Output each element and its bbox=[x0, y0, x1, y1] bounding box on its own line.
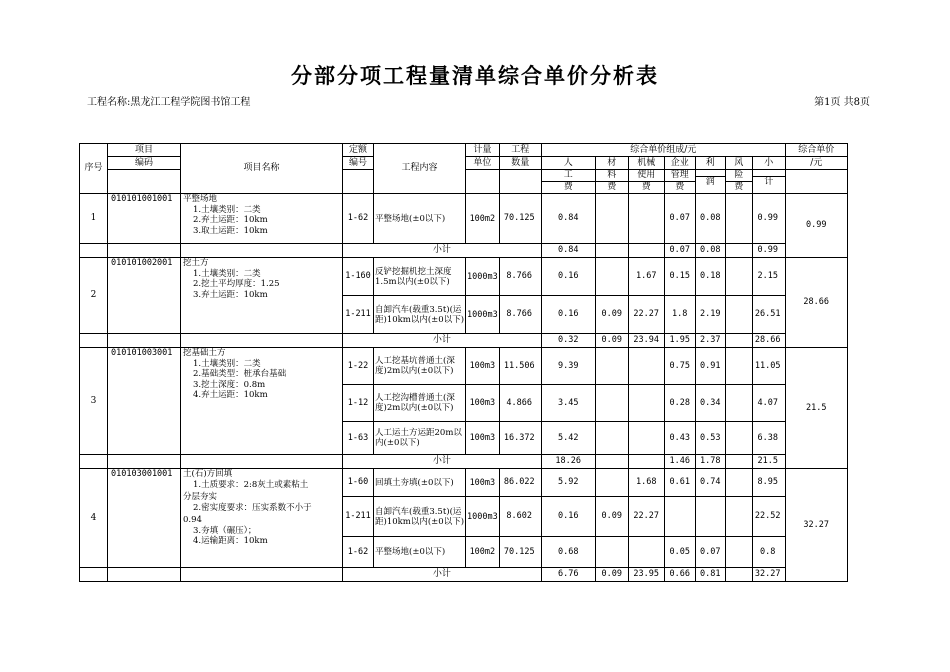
sum-labor: 6.76 bbox=[541, 568, 595, 582]
unit: 100m3 bbox=[466, 469, 500, 497]
quantity: 4.866 bbox=[499, 385, 541, 422]
header-profit-1 bbox=[695, 157, 725, 170]
unit: 100m3 bbox=[466, 385, 500, 422]
cost-mgmt: 0.15 bbox=[664, 258, 695, 296]
quantity: 11.506 bbox=[499, 348, 541, 385]
cost-material bbox=[595, 385, 628, 422]
item-desc-line: 0.94 bbox=[183, 515, 202, 525]
header-profit-bot: 润 bbox=[705, 176, 715, 187]
quota-code: 1-160 bbox=[343, 258, 374, 296]
item-description bbox=[181, 258, 343, 334]
subtotal-row bbox=[80, 568, 848, 582]
cost-machine: 22.27 bbox=[628, 296, 664, 334]
cost-material bbox=[595, 422, 628, 455]
cost-material: 0.09 bbox=[595, 296, 628, 334]
cost-risk bbox=[725, 194, 752, 244]
header-mgmt-1-top: 企业 bbox=[670, 157, 689, 168]
cost-labor: 5.92 bbox=[541, 469, 595, 497]
cost-labor: 5.42 bbox=[541, 422, 595, 455]
header-mgmt-bot: 费 bbox=[675, 182, 685, 192]
cost-labor: 0.84 bbox=[541, 194, 595, 244]
cost-mgmt bbox=[664, 497, 695, 537]
subtotal-label: 小计 bbox=[343, 244, 542, 258]
header-mgmt-1 bbox=[664, 157, 695, 170]
work-content: 人工挖沟槽普通土(深度)2m以内(±0以下) bbox=[374, 385, 466, 422]
quantity: 8.766 bbox=[499, 258, 541, 296]
header-labor-3 bbox=[541, 170, 595, 194]
header-work: 工程内容 bbox=[374, 144, 466, 194]
unit-price: 21.5 bbox=[785, 348, 847, 469]
header-price-2: /元 bbox=[785, 157, 847, 170]
item-desc-line: 4.弃土运距：10km bbox=[193, 390, 268, 400]
cost-subtotal: 0.8 bbox=[752, 537, 785, 568]
item-desc-line: 1.土质要求：2:8灰土或素粘土 bbox=[193, 479, 309, 490]
cost-profit: 0.91 bbox=[695, 348, 725, 385]
quantity: 16.372 bbox=[499, 422, 541, 455]
item-desc-line: 分层夯实 bbox=[183, 492, 218, 502]
cost-machine bbox=[628, 385, 664, 422]
item-description bbox=[181, 194, 343, 244]
row-seq: 1 bbox=[80, 194, 108, 244]
work-content: 人工运土方运距20m以内(±0以下) bbox=[374, 422, 466, 455]
cost-subtotal: 2.15 bbox=[752, 258, 785, 296]
sum-risk bbox=[725, 334, 752, 348]
quantity: 8.766 bbox=[499, 296, 541, 334]
cost-subtotal: 26.51 bbox=[752, 296, 785, 334]
header-subtotal-1 bbox=[752, 157, 785, 170]
table-row bbox=[80, 258, 848, 296]
subtotal-label: 小计 bbox=[343, 455, 542, 469]
work-content: 回填土夯填(±0以下) bbox=[374, 469, 466, 497]
row-seq: 3 bbox=[80, 348, 108, 455]
cost-machine: 1.67 bbox=[628, 258, 664, 296]
unit-price: 32.27 bbox=[785, 469, 847, 582]
cost-risk bbox=[725, 422, 752, 455]
item-desc-line: 3.夯填（碾压）； bbox=[193, 525, 257, 536]
unit: 100m2 bbox=[466, 194, 500, 244]
cost-machine bbox=[628, 422, 664, 455]
header-qty-1: 工程 bbox=[499, 144, 541, 157]
header-code-2: 编码 bbox=[108, 157, 181, 170]
sum-mgmt: 1.95 bbox=[664, 334, 695, 348]
cost-material bbox=[595, 348, 628, 385]
sum-machine bbox=[628, 244, 664, 258]
work-content: 平整场地(±0以下) bbox=[374, 537, 466, 568]
sum-profit: 0.08 bbox=[695, 244, 725, 258]
header-risk-1-top: 风 bbox=[734, 157, 744, 168]
table-row bbox=[80, 194, 848, 244]
cost-mgmt: 0.61 bbox=[664, 469, 695, 497]
quota-code: 1-211 bbox=[343, 296, 374, 334]
cost-profit: 0.74 bbox=[695, 469, 725, 497]
cost-profit: 0.18 bbox=[695, 258, 725, 296]
header-material-bot: 费 bbox=[607, 182, 617, 192]
work-content: 人工挖基坑普通土(深度)2m以内(±0以下) bbox=[374, 348, 466, 385]
cost-machine: 1.68 bbox=[628, 469, 664, 497]
sum-profit: 1.78 bbox=[695, 455, 725, 469]
header-profit-1-top: 利 bbox=[705, 157, 715, 168]
cost-material: 0.09 bbox=[595, 497, 628, 537]
header-item-name: 项目名称 bbox=[181, 144, 343, 194]
sum-subtotal: 32.27 bbox=[752, 568, 785, 582]
cost-subtotal: 6.38 bbox=[752, 422, 785, 455]
work-content: 反铲挖掘机挖土深度1.5m以内(±0以下) bbox=[374, 258, 466, 296]
item-description bbox=[181, 469, 343, 568]
page-title: 分部分项工程量清单综合单价分析表 bbox=[291, 63, 659, 88]
quantity: 8.602 bbox=[499, 497, 541, 537]
cost-labor: 0.16 bbox=[541, 258, 595, 296]
sum-material: 0.09 bbox=[595, 568, 628, 582]
cost-subtotal: 22.52 bbox=[752, 497, 785, 537]
item-code: 010103001001 bbox=[108, 469, 181, 568]
work-content: 自卸汽车(载重3.5t)(运距)10km以内(±0以下) bbox=[374, 296, 466, 334]
work-content: 平整场地(±0以下) bbox=[374, 194, 466, 244]
header-subtotal-1-top: 小 bbox=[764, 157, 774, 168]
subtotal-row bbox=[80, 455, 848, 469]
cost-labor: 9.39 bbox=[541, 348, 595, 385]
item-name: 土(石)方回填 bbox=[183, 469, 233, 479]
cost-risk bbox=[725, 385, 752, 422]
item-desc-line: 2.基础类型：桩承台基础 bbox=[193, 369, 287, 379]
item-desc-line: 2.挖土平均厚度：1.25 bbox=[193, 279, 280, 289]
sum-mgmt: 0.66 bbox=[664, 568, 695, 582]
sum-machine: 23.94 bbox=[628, 334, 664, 348]
row-seq: 2 bbox=[80, 258, 108, 334]
item-desc-line: 2.密实度要求：压实系数不小于 bbox=[193, 502, 312, 513]
cost-machine: 22.27 bbox=[628, 497, 664, 537]
header-machine-1 bbox=[628, 157, 664, 170]
cost-mgmt: 0.05 bbox=[664, 537, 695, 568]
quantity: 70.125 bbox=[499, 194, 541, 244]
cost-profit: 2.19 bbox=[695, 296, 725, 334]
item-code: 010101003001 bbox=[108, 348, 181, 455]
unit: 1000m3 bbox=[466, 497, 500, 537]
unit-price: 28.66 bbox=[785, 258, 847, 348]
quantity: 70.125 bbox=[499, 537, 541, 568]
header-qty-2: 数量 bbox=[499, 157, 541, 170]
quota-code: 1-63 bbox=[343, 422, 374, 455]
sum-labor: 0.32 bbox=[541, 334, 595, 348]
unit: 100m2 bbox=[466, 537, 500, 568]
sum-risk bbox=[725, 455, 752, 469]
sum-machine bbox=[628, 455, 664, 469]
sum-material bbox=[595, 455, 628, 469]
header-risk-3 bbox=[725, 170, 752, 194]
item-desc-line: 3.挖土深度：0.8m bbox=[193, 379, 266, 390]
quota-code: 1-22 bbox=[343, 348, 374, 385]
header-profit-3 bbox=[695, 170, 725, 194]
header-seq: 序号 bbox=[80, 144, 108, 194]
item-name: 挖基础土方 bbox=[183, 348, 226, 358]
header-code-1: 项目 bbox=[108, 144, 181, 157]
unit: 100m3 bbox=[466, 422, 500, 455]
header-machine-bot: 费 bbox=[641, 182, 651, 192]
cost-machine bbox=[628, 194, 664, 244]
header-subtotal-3 bbox=[752, 170, 785, 194]
cost-machine bbox=[628, 537, 664, 568]
item-code: 010101001001 bbox=[108, 194, 181, 244]
cost-risk bbox=[725, 348, 752, 385]
item-desc-line: 1.土壤类别：二类 bbox=[193, 268, 261, 279]
cost-subtotal: 4.07 bbox=[752, 385, 785, 422]
quota-code: 1-60 bbox=[343, 469, 374, 497]
item-code: 010101002001 bbox=[108, 258, 181, 334]
unit-price: 0.99 bbox=[785, 194, 847, 258]
sum-material: 0.09 bbox=[595, 334, 628, 348]
cost-labor: 0.16 bbox=[541, 296, 595, 334]
sum-subtotal: 21.5 bbox=[752, 455, 785, 469]
item-desc-line: 4.运输距离：10km bbox=[193, 536, 268, 546]
header-quota-2: 编号 bbox=[343, 157, 374, 170]
cost-mgmt: 0.07 bbox=[664, 194, 695, 244]
quota-code: 1-12 bbox=[343, 385, 374, 422]
page-info: 第1页 共8页 bbox=[814, 97, 870, 108]
subtotal-row bbox=[80, 334, 848, 348]
header-machine-mid: 使用 bbox=[629, 170, 664, 182]
header-mgmt-3 bbox=[664, 170, 695, 194]
quota-code: 1-211 bbox=[343, 497, 374, 537]
unit: 100m3 bbox=[466, 348, 500, 385]
item-desc-line: 3.弃土运距：10km bbox=[193, 289, 268, 300]
header-material-3 bbox=[595, 170, 628, 194]
sum-risk bbox=[725, 244, 752, 258]
sum-profit: 2.37 bbox=[695, 334, 725, 348]
item-desc-line: 1.土壤类别：二类 bbox=[193, 204, 261, 215]
sum-mgmt: 1.46 bbox=[664, 455, 695, 469]
cost-subtotal: 11.05 bbox=[752, 348, 785, 385]
item-name: 挖土方 bbox=[183, 258, 209, 268]
header-material-mid: 料 bbox=[596, 170, 628, 182]
cost-material bbox=[595, 258, 628, 296]
cost-profit: 0.07 bbox=[695, 537, 725, 568]
cost-labor: 0.16 bbox=[541, 497, 595, 537]
cost-material bbox=[595, 469, 628, 497]
header-risk-mid: 险 bbox=[726, 170, 752, 182]
header-labor-bot: 费 bbox=[563, 182, 573, 192]
header-price-1: 综合单价 bbox=[785, 144, 847, 157]
sum-labor: 18.26 bbox=[541, 455, 595, 469]
cost-profit: 0.08 bbox=[695, 194, 725, 244]
cost-mgmt: 0.75 bbox=[664, 348, 695, 385]
sum-profit: 0.81 bbox=[695, 568, 725, 582]
header-labor-1 bbox=[541, 157, 595, 170]
header-machine-1-top: 机械 bbox=[637, 157, 656, 168]
header-risk-1 bbox=[725, 157, 752, 170]
item-description bbox=[181, 348, 343, 455]
header-group: 综合单价组成/元 bbox=[541, 144, 785, 157]
table-row bbox=[80, 469, 848, 497]
row-seq: 4 bbox=[80, 469, 108, 568]
sum-risk bbox=[725, 568, 752, 582]
cost-risk bbox=[725, 469, 752, 497]
cost-subtotal: 8.95 bbox=[752, 469, 785, 497]
cost-profit: 0.34 bbox=[695, 385, 725, 422]
cost-subtotal: 0.99 bbox=[752, 194, 785, 244]
cost-material bbox=[595, 537, 628, 568]
cost-profit bbox=[695, 497, 725, 537]
item-name: 平整场地 bbox=[183, 194, 218, 204]
header-labor-1-top: 人 bbox=[563, 157, 573, 168]
cost-mgmt: 0.28 bbox=[664, 385, 695, 422]
project-name: 工程名称:黑龙江工程学院图书馆工程 bbox=[87, 97, 251, 108]
analysis-table bbox=[79, 143, 848, 582]
sum-subtotal: 0.99 bbox=[752, 244, 785, 258]
sum-machine: 23.95 bbox=[628, 568, 664, 582]
item-desc-line: 1.土壤类别：二类 bbox=[193, 358, 261, 369]
unit: 1000m3 bbox=[466, 296, 500, 334]
table-row bbox=[80, 348, 848, 385]
quota-code: 1-62 bbox=[343, 537, 374, 568]
header-material-1-top: 材 bbox=[607, 157, 617, 168]
header-unit-1: 计量 bbox=[466, 144, 500, 157]
sum-labor: 0.84 bbox=[541, 244, 595, 258]
cost-risk bbox=[725, 258, 752, 296]
unit: 1000m3 bbox=[466, 258, 500, 296]
cost-machine bbox=[628, 348, 664, 385]
cost-profit: 0.53 bbox=[695, 422, 725, 455]
header-mgmt-mid: 管理 bbox=[665, 170, 695, 182]
sum-material bbox=[595, 244, 628, 258]
work-content: 自卸汽车(载重3.5t)(运距)10km以内(±0以下) bbox=[374, 497, 466, 537]
item-desc-line: 3.取土运距：10km bbox=[193, 225, 268, 236]
cost-risk bbox=[725, 537, 752, 568]
sum-subtotal: 28.66 bbox=[752, 334, 785, 348]
header-labor-mid: 工 bbox=[542, 170, 595, 182]
header-unit-2: 单位 bbox=[466, 157, 500, 170]
quantity: 86.022 bbox=[499, 469, 541, 497]
cost-risk bbox=[725, 296, 752, 334]
subtotal-label: 小计 bbox=[343, 334, 542, 348]
cost-labor: 0.68 bbox=[541, 537, 595, 568]
cost-material bbox=[595, 194, 628, 244]
cost-mgmt: 0.43 bbox=[664, 422, 695, 455]
header-subtotal-bot: 计 bbox=[764, 176, 774, 187]
quota-code: 1-62 bbox=[343, 194, 374, 244]
header-risk-bot: 费 bbox=[734, 182, 744, 192]
table-body bbox=[80, 144, 848, 582]
subtotal-label: 小计 bbox=[343, 568, 542, 582]
sum-mgmt: 0.07 bbox=[664, 244, 695, 258]
cost-risk bbox=[725, 497, 752, 537]
header-quota-1: 定额 bbox=[343, 144, 374, 157]
cost-labor: 3.45 bbox=[541, 385, 595, 422]
cost-mgmt: 1.8 bbox=[664, 296, 695, 334]
header-material-1 bbox=[595, 157, 628, 170]
subtotal-row bbox=[80, 244, 848, 258]
item-desc-line: 2.弃土运距：10km bbox=[193, 215, 268, 225]
header-machine-3 bbox=[628, 170, 664, 194]
